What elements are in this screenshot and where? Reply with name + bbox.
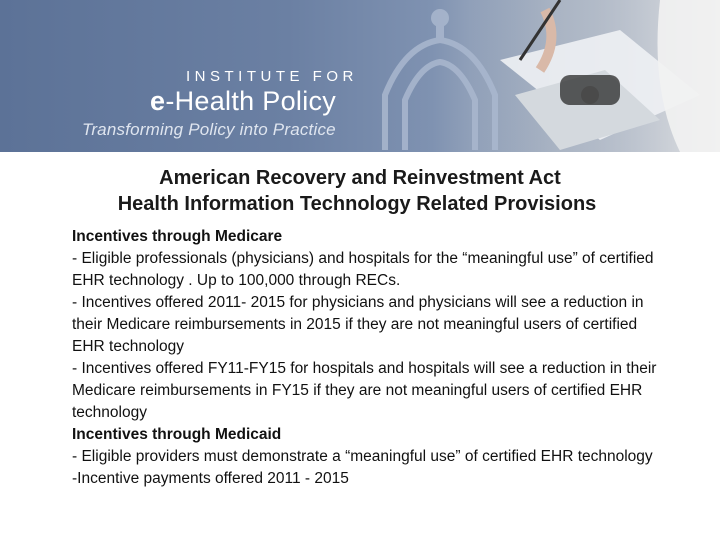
logo-main-text: -Health Policy [165,86,337,116]
bullet-item: - Incentives offered 2011- 2015 for physicians and physicians will see a reduction in their Medicare reimbursements in 2015 if they are not meaningful users of certified EHR technology [72,294,644,355]
section-heading-medicaid: Incentives through Medicaid [72,426,282,443]
logo-ehealth-policy [150,86,336,117]
logo-tagline: Transforming Policy into Practice [82,120,336,139]
slide-title-line1: American Recovery and Reinvestment Act [159,167,561,189]
section-heading-medicare: Incentives through Medicare [72,228,283,245]
slide-title-line2: Health Information Technology Related Provisions [117,193,597,215]
header-banner [0,0,720,152]
bullet-item: - Eligible professionals (physicians) and hospitals for the “meaningful use” of certified EHR technology . Up to 100,000 through RECs. [72,250,654,289]
logo-e-letter: e [150,86,166,116]
bullet-item: - Eligible providers must demonstrate a “meaningful use” of certified EHR technology [72,448,653,465]
bullet-item: - Incentives offered FY11-FY15 for hospitals and hospitals will see a reduction in their Medicare reimbursements in FY15 if they are not meaningful users of certified EHR technology [72,360,657,421]
slide-body [72,226,672,490]
logo-institute-text: INSTITUTE FOR [186,68,358,85]
bullet-item: -Incentive payments offered 2011 - 2015 [72,470,349,487]
